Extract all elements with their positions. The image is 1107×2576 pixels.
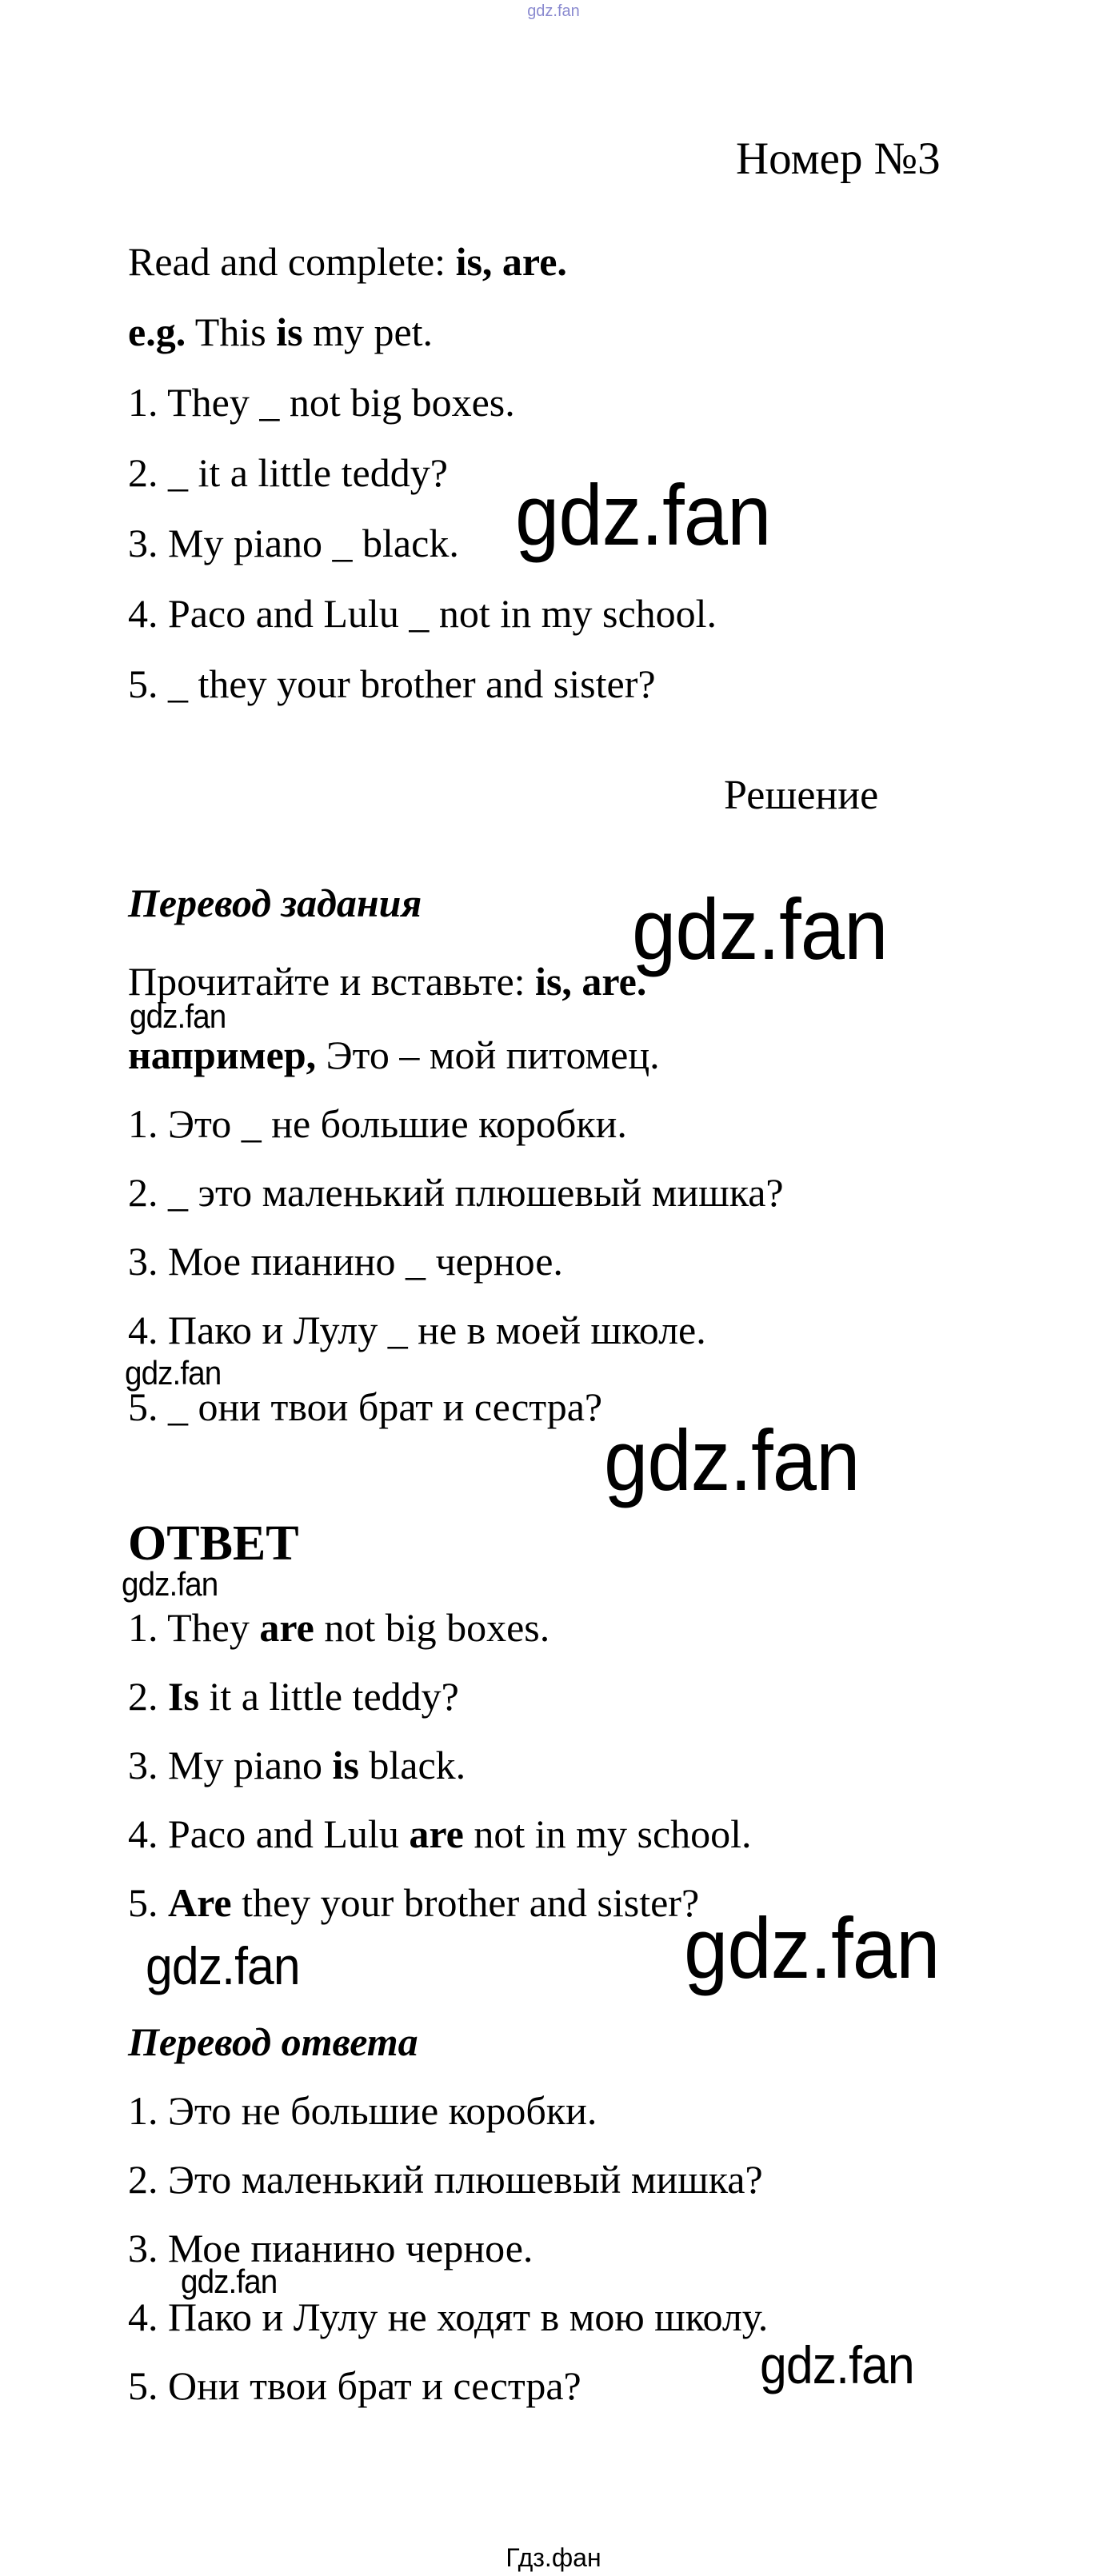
page-title: Номер №3 xyxy=(736,134,941,184)
answer-item-1-verb: are xyxy=(259,1605,314,1650)
watermark-small-1: gdz.fan xyxy=(130,997,226,1035)
watermark-medium-2: gdz.fan xyxy=(760,2335,914,2394)
translation-task-item-3: 3. Мое пианино _ черное. xyxy=(128,1239,563,1284)
translation-answer-item-3: 3. Мое пианино черное. xyxy=(128,2226,534,2270)
translation-answer-item-4: 4. Пако и Лулу не ходят в мою школу. xyxy=(128,2294,769,2339)
translation-task-heading: Перевод задания xyxy=(128,881,422,925)
answer-item-5 xyxy=(128,1881,699,1925)
translation-task-example-rest: Это – мой питомец. xyxy=(316,1032,660,1077)
translation-answer-item-5: 5. Они твои брат и сестра? xyxy=(128,2363,581,2408)
translation-answer-item-1: 1. Это не большие коробки. xyxy=(128,2088,597,2133)
answer-item-4-verb: are xyxy=(409,1811,464,1856)
answer-item-3-post: black. xyxy=(358,1743,466,1787)
answer-item-1-post: not big boxes. xyxy=(314,1605,550,1650)
answer-item-1-pre: 1. They xyxy=(128,1605,260,1650)
watermark-large-4: gdz.fan xyxy=(684,1899,940,1996)
answer-item-2-verb: Is xyxy=(168,1674,199,1719)
watermark-large-1: gdz.fan xyxy=(515,466,771,563)
watermark-top: gdz.fan xyxy=(527,2,580,20)
watermark-small-3: gdz.fan xyxy=(122,1565,218,1603)
translation-task-example-line xyxy=(128,1033,660,1077)
footer-site-label: Гдз.фан xyxy=(506,2543,601,2572)
translation-task-item-2: 2. _ это маленький плюшевый мишка? xyxy=(128,1170,784,1215)
watermark-medium-1: gdz.fan xyxy=(146,1936,300,1995)
answer-item-4-pre: 4. Paco and Lulu xyxy=(128,1811,410,1856)
watermark-small-4: gdz.fan xyxy=(181,2262,278,2300)
translation-task-item-5: 5. _ они твои брат и сестра? xyxy=(128,1384,603,1429)
answer-item-5-verb: Are xyxy=(168,1880,232,1925)
answer-item-2-post: it a little teddy? xyxy=(198,1674,459,1719)
answer-item-4 xyxy=(128,1812,752,1856)
watermark-small-2: gdz.fan xyxy=(125,1354,222,1392)
answer-item-5-pre: 5. xyxy=(128,1880,168,1925)
task-item-2: 2. _ it a little teddy? xyxy=(128,450,448,495)
task-example-eg: e.g. xyxy=(128,310,186,354)
answer-heading: ОТВЕТ xyxy=(128,1516,299,1571)
task-item-4: 4. Paco and Lulu _ not in my school. xyxy=(128,591,717,636)
watermark-large-3: gdz.fan xyxy=(604,1412,860,1508)
translation-answer-heading: Перевод ответа xyxy=(128,2019,418,2064)
translation-task-item-4: 4. Пако и Лулу _ не в моей школе. xyxy=(128,1308,706,1352)
task-example-end: my pet. xyxy=(302,310,434,354)
answer-item-2-pre: 2. xyxy=(128,1674,168,1719)
task-example-mid: This xyxy=(186,310,277,354)
task-intro-bold: is, are. xyxy=(455,239,567,284)
task-intro-line xyxy=(128,240,567,284)
answer-item-3-verb: is xyxy=(332,1743,359,1787)
task-example-is: is xyxy=(276,310,303,354)
translation-task-item-1: 1. Это _ не большие коробки. xyxy=(128,1101,627,1146)
task-example-line xyxy=(128,310,433,354)
task-item-3: 3. My piano _ black. xyxy=(128,521,459,565)
answer-item-3-pre: 3. My piano xyxy=(128,1743,333,1787)
translation-task-example-bold: например, xyxy=(128,1032,317,1077)
task-intro-text: Read and complete: xyxy=(128,239,456,284)
translation-answer-item-2: 2. Это маленький плюшевый мишка? xyxy=(128,2157,763,2202)
answer-item-3 xyxy=(128,1743,466,1787)
solution-heading: Решение xyxy=(724,773,879,818)
translation-task-intro-bold: is, are. xyxy=(535,959,647,1004)
answer-item-2 xyxy=(128,1675,459,1719)
answer-item-4-post: not in my school. xyxy=(463,1811,752,1856)
answer-item-1 xyxy=(128,1606,550,1650)
watermark-large-2: gdz.fan xyxy=(632,881,888,977)
task-item-1: 1. They _ not big boxes. xyxy=(128,380,515,425)
translation-task-intro-text: Прочитайте и вставьте: xyxy=(128,959,536,1004)
answer-item-5-post: they your brother and sister? xyxy=(231,1880,700,1925)
task-item-5: 5. _ they your brother and sister? xyxy=(128,661,656,706)
